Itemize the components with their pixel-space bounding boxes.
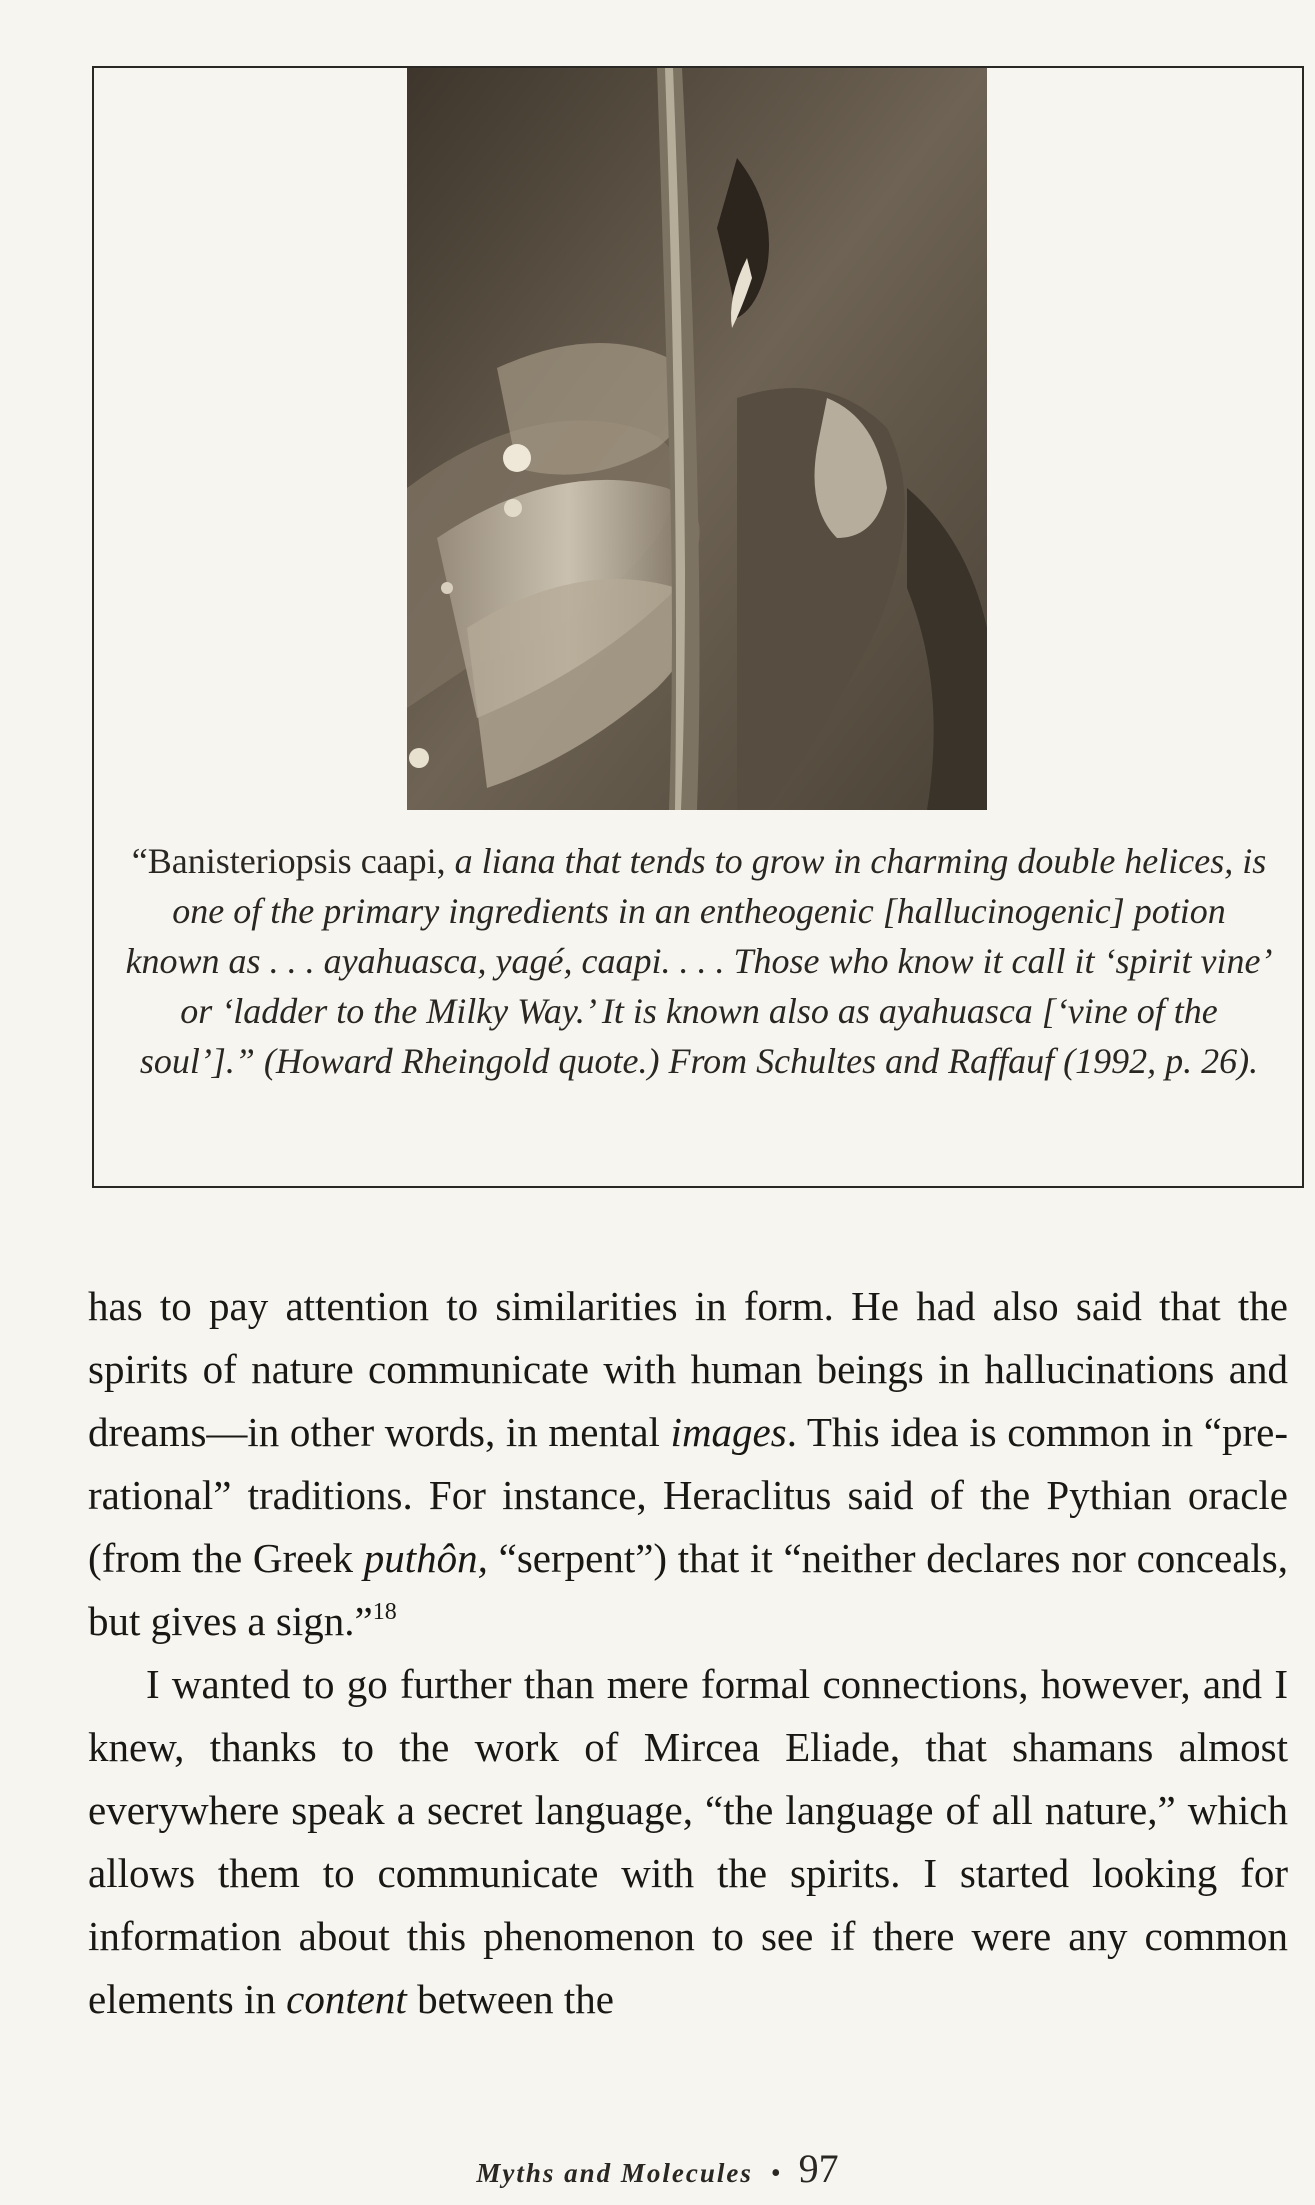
footnote-marker: 18	[372, 1599, 397, 1625]
caption-species-name: “Banisteriopsis caapi,	[131, 841, 446, 881]
running-title: Myths and Molecules	[476, 2158, 753, 2188]
emphasis-content: content	[286, 1976, 407, 2022]
paragraph-1	[88, 1275, 1288, 1653]
emphasis-images: images	[670, 1409, 787, 1455]
paragraph-1-text-b: . This idea is common in “pre-rational” traditions. For instance, Heraclitus said of the Pythian oracle (from the Greek	[88, 1409, 1289, 1581]
paragraph-2-text-a: I wanted to go further than mere formal connections, however, and I knew, thanks to the work of Mircea Eliade, that shamans almost everywhere speak a secret language, “the language of all nature,” which allows them to communicate with the spirits. I started looking for information about this phenomenon to see if there were any common elements in	[88, 1661, 1288, 2022]
page-footer	[0, 2145, 1315, 2192]
figure-caption	[124, 836, 1274, 1086]
emphasis-puthon: puthôn,	[363, 1535, 488, 1581]
paragraph-2-text-b: between the	[406, 1976, 614, 2022]
page-number: 97	[798, 2146, 839, 2191]
paragraph-1-text-a: has to pay attention to similarities in form. He had also said that the spirits of nature communicate with human beings in hallucinations and dreams—in other words, in mental	[88, 1283, 1288, 1455]
footer-bullet: •	[770, 2158, 781, 2189]
figure-frame	[92, 66, 1304, 1188]
vine-photo	[407, 68, 987, 810]
paragraph-2	[88, 1653, 1288, 2031]
body-text	[88, 1275, 1288, 2031]
vine-photo-illustration	[407, 68, 987, 810]
caption-text: a liana that tends to grow in charming double helices, is one of the primary ingredients in an entheogenic [hallucinogenic] potion known as . . . ayahuasca, yagé, caapi. . . . Those who know it call it ‘spirit vine’ or ‘ladder to the Milky Way.’ It is known also as ayahuasca [‘vine of the soul’].” (Howard Rheingold quote.) From Schultes and Raffauf (1992, p. 26).	[125, 841, 1273, 1081]
paragraph-1-text-c: “serpent”) that it “neither declares nor conceals, but gives a sign.”	[88, 1535, 1288, 1644]
